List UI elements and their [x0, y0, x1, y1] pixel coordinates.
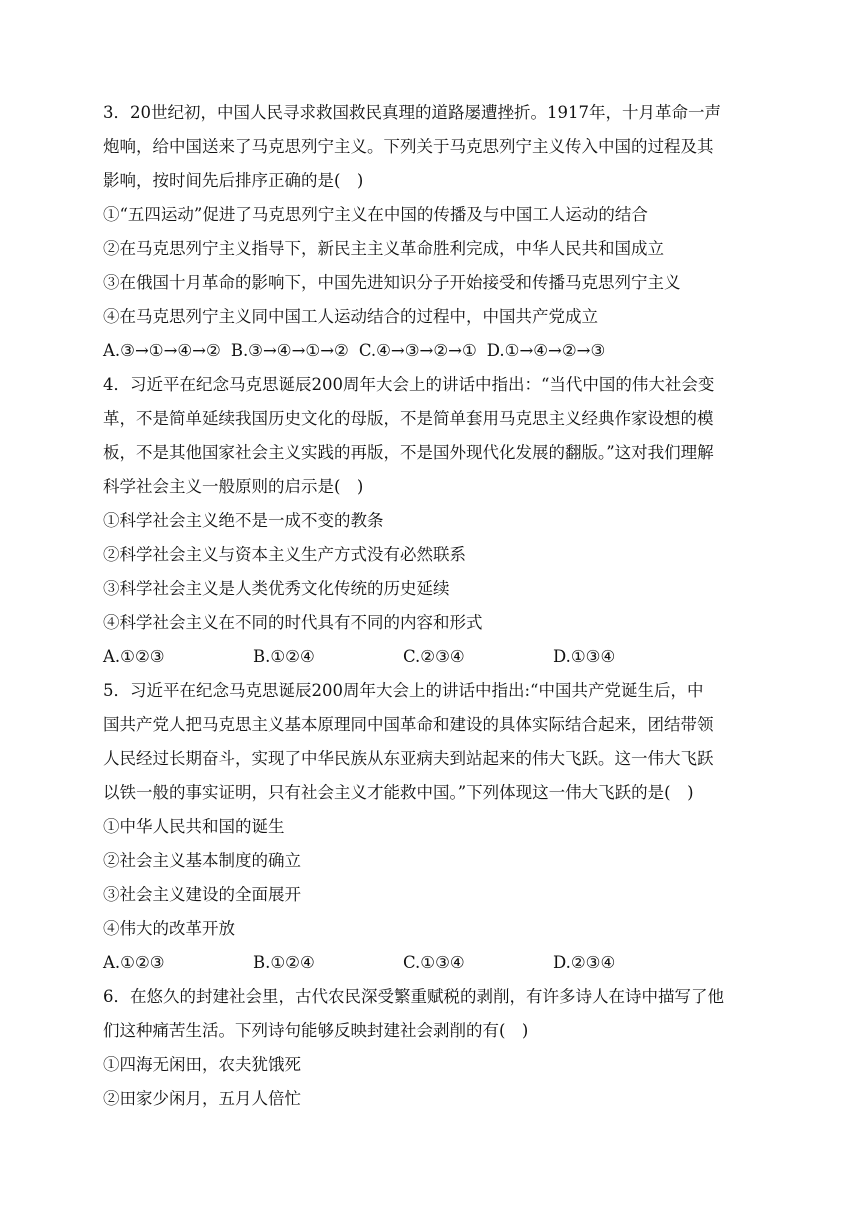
statement-item: ①中华人民共和国的诞生 — [103, 817, 285, 836]
option-d: D.①→④→②→③ — [486, 341, 606, 360]
option-c: C.②③④ — [403, 647, 465, 666]
statement-item: ③在俄国十月革命的影响下，中国先进知识分子开始接受和传播马克思列宁主义 — [103, 273, 681, 292]
statement-item: ③社会主义建设的全面展开 — [103, 885, 301, 904]
statement-item: ④科学社会主义在不同的时代具有不同的内容和形式 — [103, 613, 483, 632]
statement-item: ①“五四运动”促进了马克思列宁主义在中国的传播及与中国工人运动的结合 — [103, 205, 648, 224]
question-stem-line: 5．习近平在纪念马克思诞辰200周年大会上的讲话中指出:“中国共产党诞生后，中 — [103, 681, 704, 700]
answer-options — [103, 640, 763, 674]
option-d: D.②③④ — [553, 953, 616, 972]
question-stem-line: 科学社会主义一般原则的启示是( ) — [103, 477, 364, 496]
question-stem-line: 革，不是简单延续我国历史文化的母版，不是简单套用马克思主义经典作家设想的模 — [103, 409, 714, 428]
question-stem-line: 6．在悠久的封建社会里，古代农民深受繁重赋税的剥削，有许多诗人在诗中描写了他 — [103, 987, 724, 1006]
question-stem-line: 们这种痛苦生活。下列诗句能够反映封建社会剥削的有( ) — [103, 1021, 529, 1040]
question-stem-line: 人民经过长期奋斗，实现了中华民族从东亚病夫到站起来的伟大飞跃。这一伟大飞跃 — [103, 749, 714, 768]
question-3 — [103, 96, 763, 368]
statement-item: ②在马克思列宁主义指导下，新民主主义革命胜利完成，中华人民共和国成立 — [103, 239, 664, 258]
statement-item: ④在马克思列宁主义同中国工人运动结合的过程中，中国共产党成立 — [103, 307, 598, 326]
statement-item: ②科学社会主义与资本主义生产方式没有必然联系 — [103, 545, 466, 564]
option-a: A.③→①→④→② — [103, 341, 221, 360]
question-6 — [103, 980, 763, 1116]
statement-item: ②社会主义基本制度的确立 — [103, 851, 301, 870]
option-c: C.①③④ — [403, 953, 465, 972]
question-stem-line: 以铁一般的事实证明，只有社会主义才能救中国。”下列体现这一伟大飞跃的是( ) — [103, 783, 694, 802]
statement-item: ①科学社会主义绝不是一成不变的教条 — [103, 511, 384, 530]
question-stem-line: 炮响，给中国送来了马克思列宁主义。下列关于马克思列宁主义传入中国的过程及其 — [103, 137, 714, 156]
question-stem-line: 国共产党人把马克思主义基本原理同中国革命和建设的具体实际结合起来，团结带领 — [103, 715, 714, 734]
question-stem-line: 板，不是其他国家社会主义实践的再版，不是国外现代化发展的翻版。”这对我们理解 — [103, 443, 714, 462]
option-b: B.①②④ — [253, 647, 315, 666]
option-b: B.①②④ — [253, 953, 315, 972]
answer-options — [103, 334, 763, 368]
statement-item: ③科学社会主义是人类优秀文化传统的历史延续 — [103, 579, 450, 598]
option-c: C.④→③→②→① — [358, 341, 477, 360]
answer-options — [103, 946, 763, 980]
question-stem-line: 3．20世纪初，中国人民寻求救国救民真理的道路屡遭挫折。1917年，十月革命一声 — [103, 103, 721, 122]
statement-item: ②田家少闲月，五月人倍忙 — [103, 1089, 301, 1108]
option-b: B.③→④→①→② — [230, 341, 349, 360]
option-a: A.①②③ — [103, 953, 165, 972]
question-stem-line: 影响，按时间先后排序正确的是( ) — [103, 171, 364, 190]
question-4 — [103, 368, 763, 674]
statement-item: ①四海无闲田，农夫犹饿死 — [103, 1055, 301, 1074]
question-5 — [103, 674, 763, 980]
statement-item: ④伟大的改革开放 — [103, 919, 235, 938]
option-d: D.①③④ — [553, 647, 616, 666]
option-a: A.①②③ — [103, 647, 165, 666]
question-stem-line: 4．习近平在纪念马克思诞辰200周年大会上的讲话中指出：“当代中国的伟大社会变 — [103, 375, 715, 394]
document-page — [103, 96, 763, 1116]
